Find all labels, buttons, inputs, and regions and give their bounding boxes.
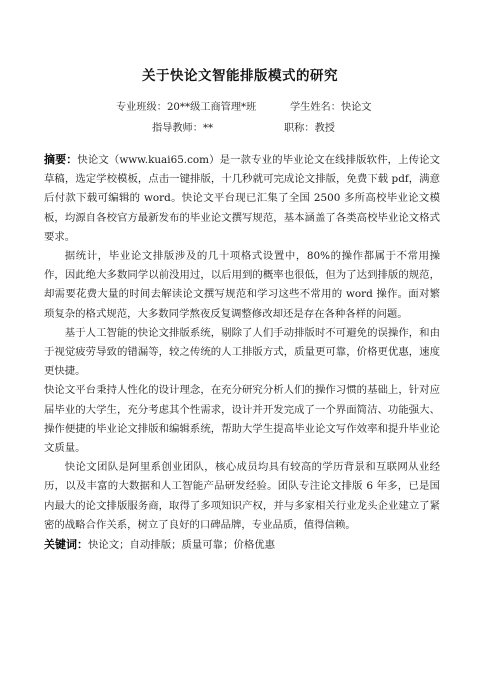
student-value: 快论文 <box>340 102 372 113</box>
abstract-text: 快论文（www.kuai65.com）是一款专业的毕业论文在线排版软件，上传论文草稿，选定学校模板，点击一键排版，十几秒就可完成论文排版，免费下载 pdf，满意后付款下载可编辑的 word。快论文平台现已汇集了全国 2500 多所高校毕业论文模板，均源自各校官方最新发布的毕业论文撰写规范，基本涵盖了各类高校毕业论文格式要求。 <box>44 154 440 243</box>
abstract-paragraph <box>44 150 440 247</box>
abstract-label: 摘要： <box>44 153 78 166</box>
major-label: 专业班级： <box>116 102 167 113</box>
body-paragraph: 据统计，毕业论文排版涉及的几十项格式设置中，80%的操作都属于不常用操作，因此绝大多数同学以前没用过，以后用到的概率也很低，但为了达到排版的规范，却需要花费大量的时间去解读论文撰写规范和学习这些不常用的 word 操作。面对繁琐复杂的格式规范，大多数同学熬夜反复调整修改却还是存在各种各样的问题。 <box>44 250 440 320</box>
keywords-line <box>44 535 440 555</box>
meta-rank <box>284 119 335 134</box>
keywords-value: 快论文；自动排版；质量可靠；价格优惠 <box>88 539 276 552</box>
meta-advisor <box>152 119 213 134</box>
advisor-value: ** <box>202 123 214 134</box>
meta-major <box>116 98 256 113</box>
student-label: 学生姓名： <box>290 102 341 113</box>
major-value: 20**级工商管理*班 <box>166 102 257 113</box>
rank-label: 职称： <box>284 123 315 134</box>
meta-student <box>290 98 372 113</box>
body-paragraph: 快论文团队是阿里系创业团队，核心成员均具有较高的学历背景和互联网从业经历，以及丰富的大数据和人工智能产品研发经验。团队专注论文排版 6 年多，已是国内最大的论文排版服务商，取得了多项知识产权，并与多家相关行业龙头企业建立了紧密的战略合作关系，树立了良好的口碑品牌，专业品质，值得信赖。 <box>44 461 440 531</box>
body-paragraph: 快论文平台秉持人性化的设计理念，在充分研究分析人们的操作习惯的基础上，针对应届毕业的大学生，充分考虑其个性需求，设计并开发完成了一个界面简洁、功能强大、操作便捷的毕业论文排版和编辑系统，帮助大学生提高毕业论文写作效率和提升毕业论文质量。 <box>44 384 440 455</box>
abstract-section <box>44 150 440 555</box>
keywords-label: 关键词： <box>44 538 88 552</box>
rank-value: 教授 <box>314 123 335 134</box>
body-paragraph: 基于人工智能的快论文排版系统，剔除了人们手动排版时不可避免的误操作，和由于视觉疲劳导致的错漏等，较之传统的人工排版方式，质量更可靠，价格更优惠，速度更快捷。 <box>44 326 440 378</box>
paper-title: 关于快论文智能排版模式的研究 <box>142 68 338 84</box>
advisor-label: 指导教师： <box>152 123 203 134</box>
